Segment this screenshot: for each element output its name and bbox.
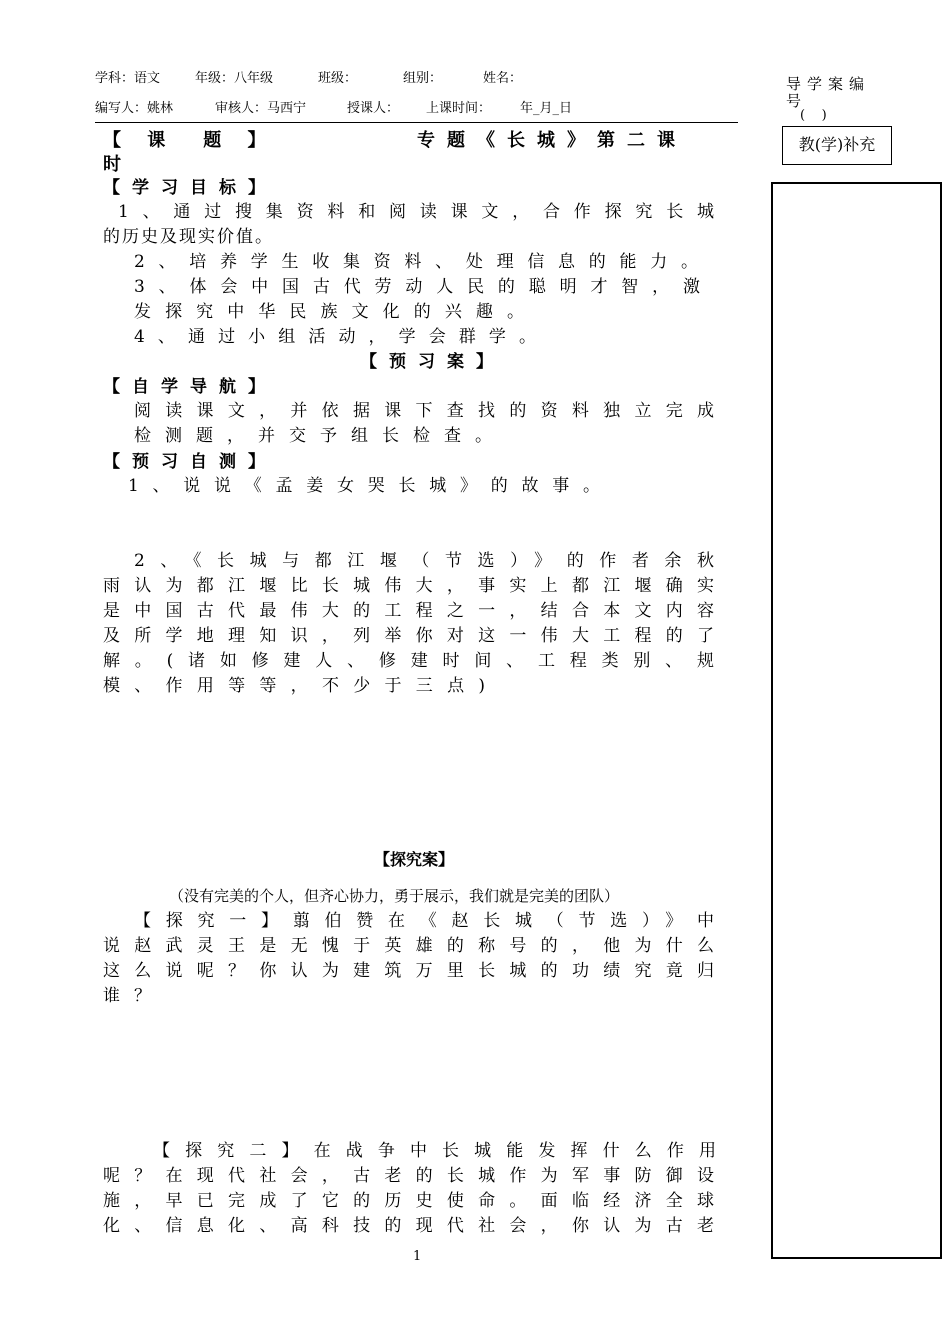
plan-number-value: ( ) <box>800 108 827 123</box>
self-test-question-2-line-5: 解。(诸如修建人、修建时间、工程类别、规 <box>103 651 716 671</box>
self-study-line-1: 阅读课文，并依据课下查找的资料独立完成 <box>134 401 716 421</box>
self-test-question-1: 1、说说《孟姜女哭长城》的故事。 <box>128 476 600 496</box>
goal-3-line-2: 发探究中华民族文化的兴趣。 <box>134 302 524 322</box>
self-test-question-2-line-2: 雨认为都江堰比长城伟大，事实上都江堰确实 <box>103 576 716 596</box>
self-test-question-2-line-1: 2、《长城与都江堰（节选）》的作者余秋 <box>134 551 716 571</box>
goal-3-line-1: 3、体会中国古代劳动人民的聪明才智，激 <box>134 277 700 297</box>
supplement-box: 教(学)补充 <box>782 126 892 165</box>
student-name-field: 姓名： <box>483 71 523 86</box>
reviewer-field: 审核人：马西宁 <box>215 101 307 116</box>
topic-bracket: 【 课 题 】 <box>103 130 276 151</box>
explore-heading: 【探究案】 <box>374 850 455 869</box>
goal-1-line-2: 的历史及现实价值。 <box>103 227 274 247</box>
preview-heading: 【预习案】 <box>360 352 505 372</box>
title-wrap: 时 <box>103 154 121 175</box>
teacher-field: 授课人： <box>347 101 400 116</box>
explore-2-line-1: 【探究二】在战争中长城能发挥什么作用 <box>153 1141 716 1161</box>
notes-panel <box>771 182 942 1259</box>
plan-number-label: 导学案编号 <box>786 75 871 110</box>
self-test-question-2-line-6: 模、作用等等，不少于三点) <box>103 676 485 696</box>
class-time-field: 上课时间： <box>426 101 492 116</box>
subject-field: 学科：语文 <box>95 71 161 86</box>
grade-field: 年级：八年级 <box>195 71 274 86</box>
explore-2-line-3: 施，早已完成了它的历史使命。面临经济全球 <box>103 1191 716 1211</box>
explore-2-line-2: 呢？在现代社会，古老的长城作为军事防御设 <box>103 1166 716 1186</box>
explore-1-line-1: 【探究一】翦伯赞在《赵长城（节选）》中 <box>134 911 716 931</box>
group-field: 组别： <box>403 71 443 86</box>
goal-4: 4、通过小组活动，学会群学。 <box>134 327 536 347</box>
page-title: 专题《长城》第二课 <box>417 130 687 151</box>
explore-1-line-2: 说赵武灵王是无愧于英雄的称号的，他为什么 <box>103 936 716 956</box>
explore-1-line-3: 这么说呢？你认为建筑万里长城的功绩究竟归 <box>103 961 716 981</box>
explore-1-line-4: 谁？ <box>103 986 165 1006</box>
class-field: 班级： <box>318 71 358 86</box>
explore-2-line-4: 化、信息化、高科技的现代社会，你认为古老 <box>103 1216 716 1236</box>
writer-field: 编写人：姚林 <box>95 101 174 116</box>
goals-heading: 【学习目标】 <box>103 178 277 198</box>
self-test-heading: 【预习自测】 <box>103 452 277 472</box>
self-study-line-2: 检测题，并交予组长检查。 <box>134 426 492 446</box>
page-number: 1 <box>413 1249 422 1264</box>
team-motto: （没有完美的个人，但齐心协力，勇于展示，我们就是完美的团队） <box>169 887 620 905</box>
self-test-question-2-line-3: 是中国古代最伟大的工程之一，结合本文内容 <box>103 601 716 621</box>
goal-1-line-1: 1、通过搜集资料和阅读课文，合作探究长城 <box>118 202 716 222</box>
date-field: 年_月_日 <box>520 101 573 116</box>
goal-2: 2、培养学生收集资料、处理信息的能力。 <box>134 252 698 272</box>
header-divider <box>95 122 738 123</box>
self-study-heading: 【自学导航】 <box>103 377 277 397</box>
self-test-question-2-line-4: 及所学地理知识，列举你对这一伟大工程的了 <box>103 626 716 646</box>
